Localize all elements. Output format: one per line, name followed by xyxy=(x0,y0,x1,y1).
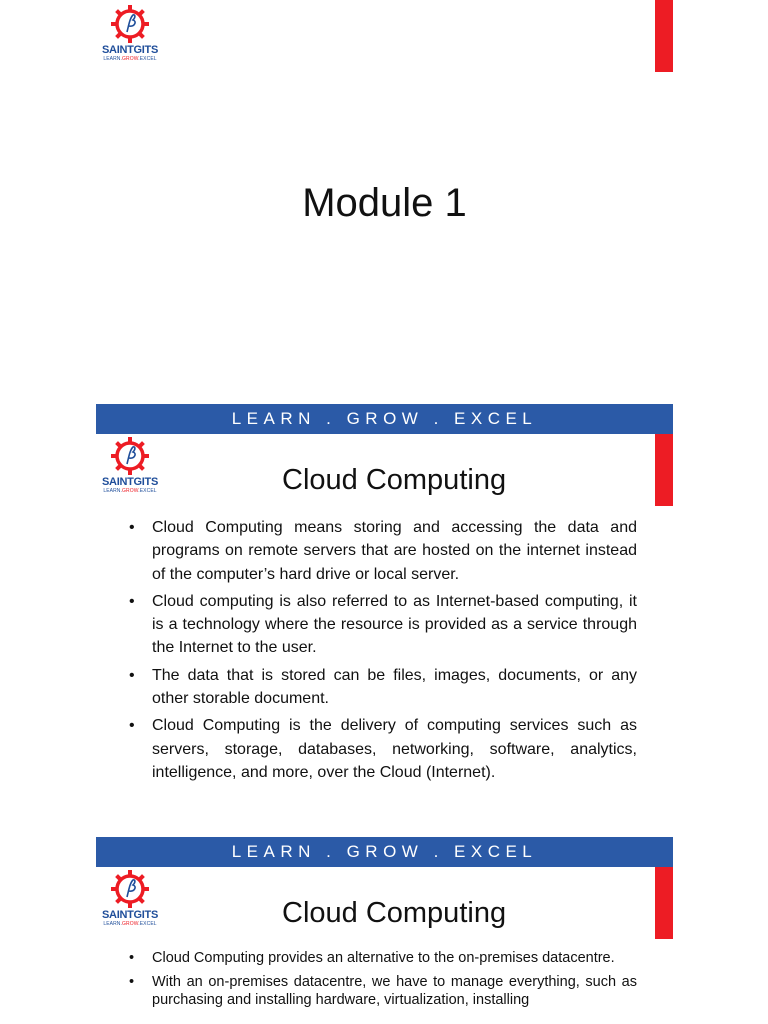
banner-learn-grow-excel: LEARN . GROW . EXCEL xyxy=(96,837,673,867)
gear-logo-icon xyxy=(110,4,150,44)
gear-logo-icon xyxy=(110,436,150,476)
list-item: • Cloud Computing provides an alternative to the on-premises datacentre. xyxy=(126,949,637,967)
bullet-list xyxy=(126,949,637,1015)
logo-brand-text: SAINTGITS xyxy=(102,44,158,56)
list-item: • Cloud computing is also referred to as Internet-based computing, it is a technology where the resource is provided as a service through the Internet to the user. xyxy=(126,590,637,660)
slide-title: Cloud Computing xyxy=(282,897,507,929)
saintgits-logo xyxy=(99,869,161,927)
list-item: • Cloud Computing means storing and accessing the data and programs on remote servers that are hosted on the internet instead of the computer’s hard drive or local server. xyxy=(126,516,637,586)
red-accent-bar xyxy=(655,867,673,939)
logo-brand-text: SAINTGITS xyxy=(102,909,158,921)
slide-module-1 xyxy=(96,0,673,400)
logo-brand-text: SAINTGITS xyxy=(102,476,158,488)
slide-cloud-computing-2 xyxy=(96,837,673,1024)
list-item: • With an on-premises datacentre, we have to manage everything, such as purchasing and installing hardware, virtualization, installing xyxy=(126,973,637,1009)
slide-title: Module 1 xyxy=(302,181,467,225)
logo-tagline: LEARN.GROW.EXCEL xyxy=(103,921,157,927)
gear-logo-icon xyxy=(110,869,150,909)
slide-title: Cloud Computing xyxy=(282,464,507,496)
saintgits-logo xyxy=(99,4,161,62)
bullet-list xyxy=(126,516,637,788)
list-item: • Cloud Computing is the delivery of computing services such as servers, storage, databases, networking, software, analytics, intelligence, and more, over the Cloud (Internet). xyxy=(126,714,637,784)
slide-cloud-computing-1 xyxy=(96,404,673,816)
saintgits-logo xyxy=(99,436,161,494)
red-accent-bar xyxy=(655,434,673,506)
logo-tagline: LEARN.GROW.EXCEL xyxy=(103,56,157,62)
banner-learn-grow-excel: LEARN . GROW . EXCEL xyxy=(96,404,673,434)
logo-tagline: LEARN.GROW.EXCEL xyxy=(103,488,157,494)
red-accent-bar xyxy=(655,0,673,72)
list-item: • The data that is stored can be files, images, documents, or any other storable document. xyxy=(126,664,637,711)
